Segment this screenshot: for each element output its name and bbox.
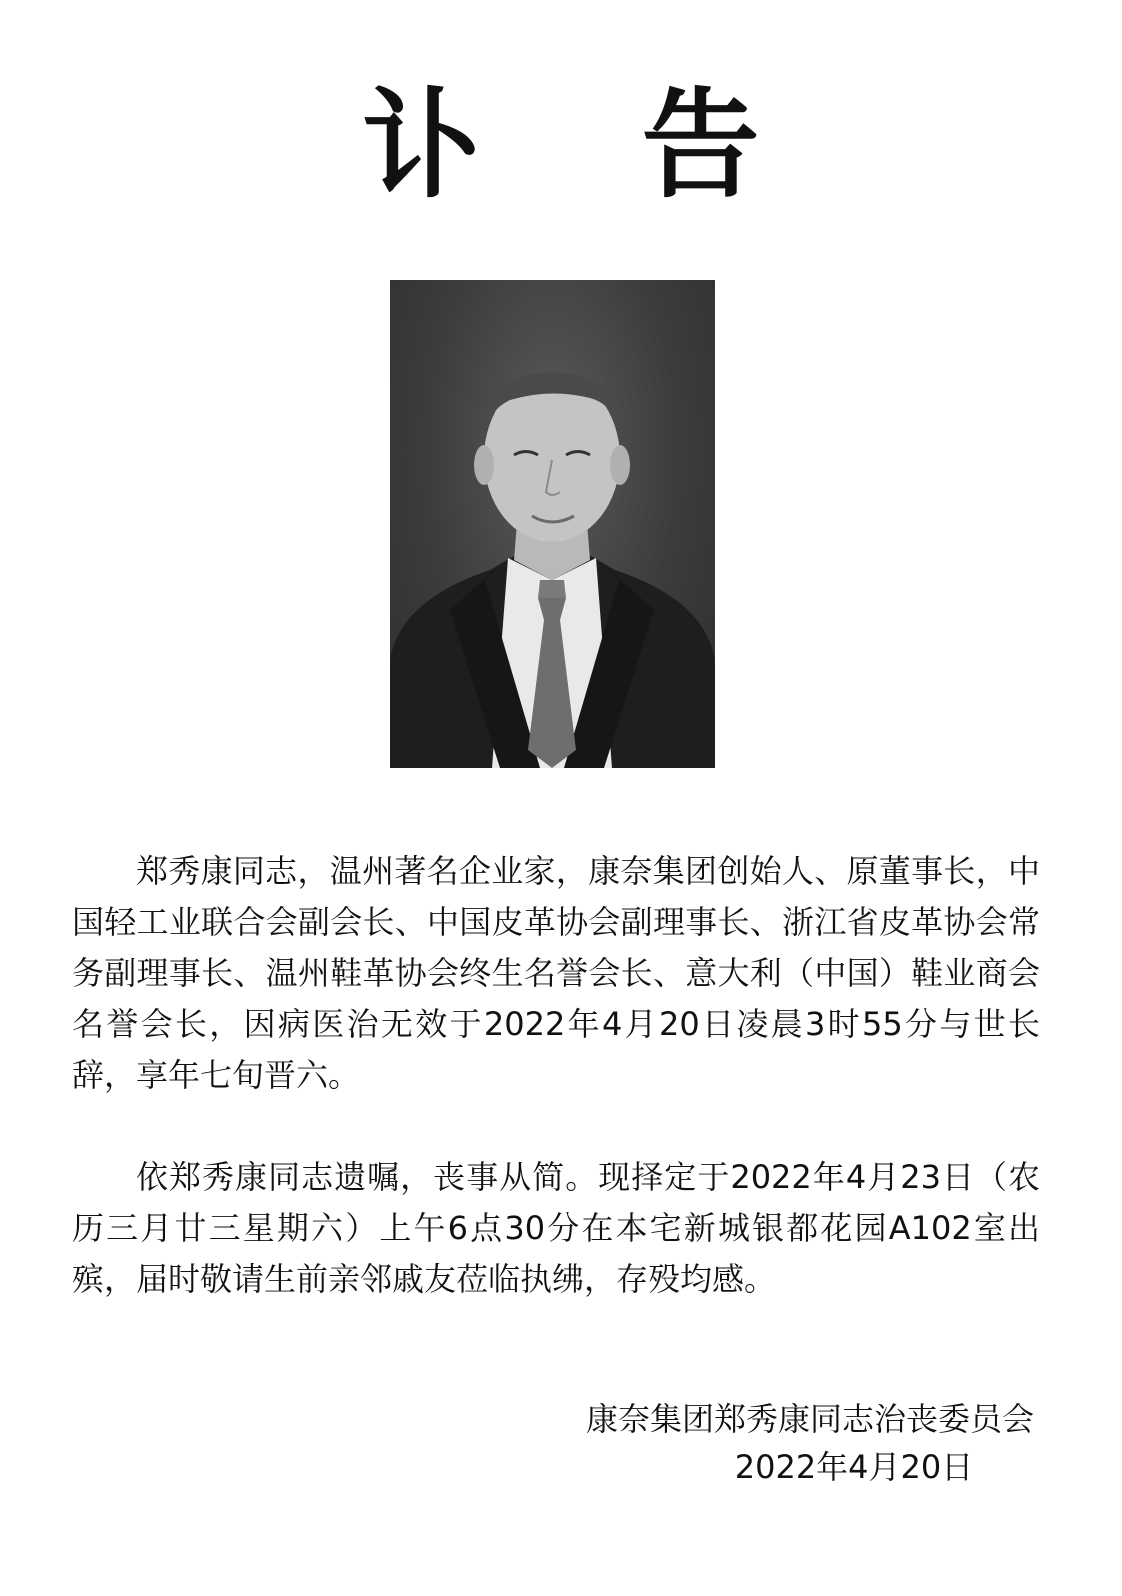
notice-paragraph-2: 依郑秀康同志遗嘱，丧事从简。现择定于2022年4月23日（农历三月廿三星期六）上午6点30分在本宅新城银都花园A102室出殡，届时敬请生前亲邻戚友莅临执绋，存殁均感。	[72, 1158, 1040, 1298]
signature-block	[534, 1395, 1034, 1491]
notice-title: 讣 告	[362, 76, 820, 214]
notice-paragraph-1: 郑秀康同志，温州著名企业家，康奈集团创始人、原董事长，中国轻工业联合会副会长、中国皮革协会副理事长、浙江省皮革协会常务副理事长、温州鞋革协会终生名誉会长、意大利（中国）鞋业商会名誉会长，因病医治无效于2022年4月20日凌晨3时55分与世长辞，享年七旬晋六。	[72, 852, 1040, 1094]
signature-date: 2022年4月20日	[734, 1448, 974, 1486]
portrait-photo	[390, 280, 715, 768]
signature-organization: 康奈集团郑秀康同志治丧委员会	[585, 1400, 1034, 1438]
